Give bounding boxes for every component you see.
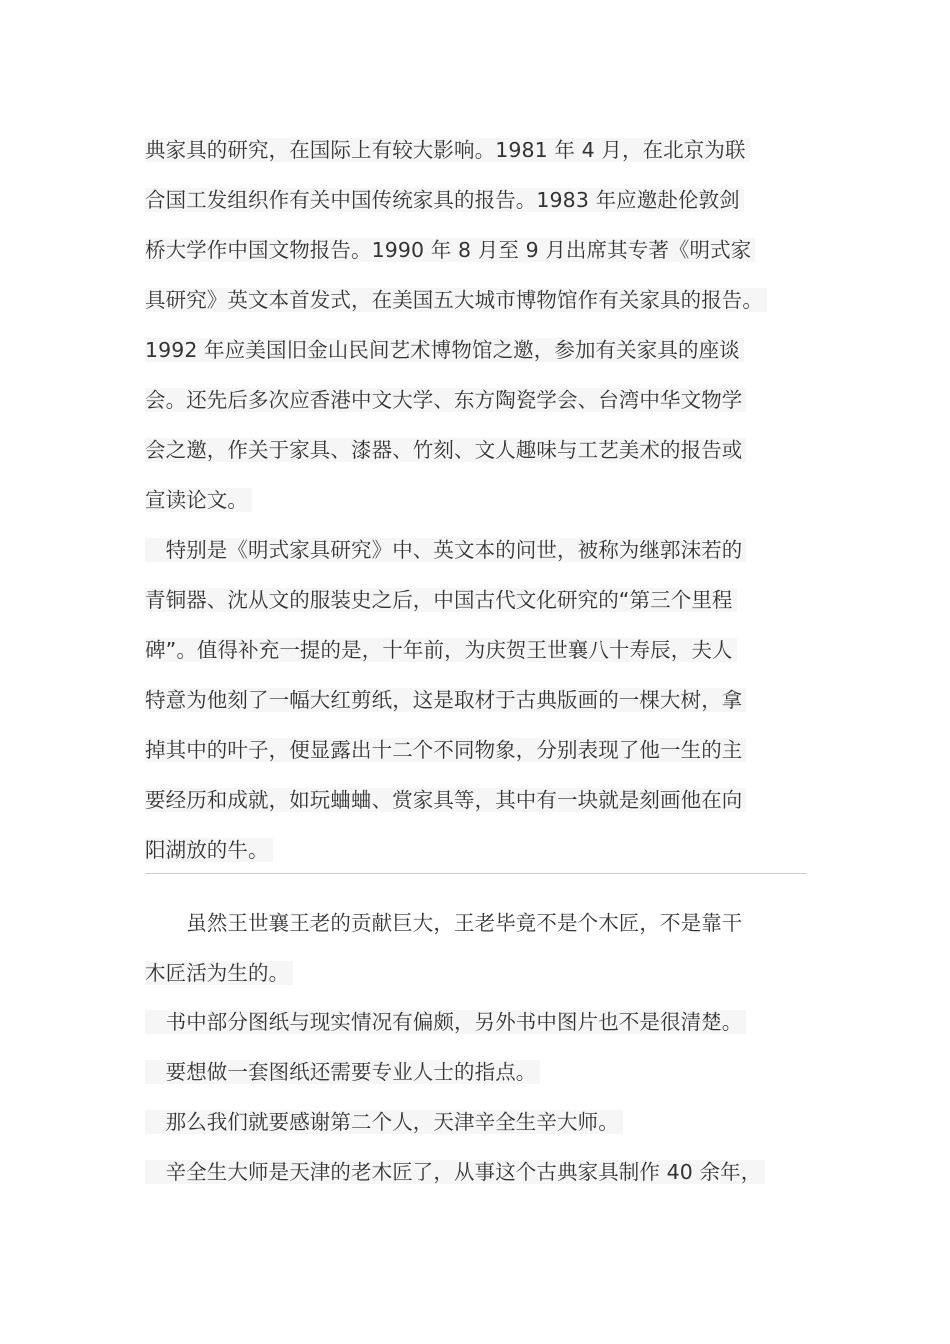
text-line xyxy=(145,1007,746,1037)
line-text: 书中部分图纸与现实情况有偏颇，另外书中图片也不是很清楚。 xyxy=(145,1010,746,1034)
text-line xyxy=(145,435,746,465)
line-text: 会之邀，作关于家具、漆器、竹刻、文人趣味与工艺美术的报告或 xyxy=(145,438,746,462)
text-line xyxy=(145,485,252,515)
text-line xyxy=(145,635,737,665)
text-line xyxy=(145,685,746,715)
text-line xyxy=(145,285,767,315)
text-line xyxy=(145,1107,623,1137)
text-line xyxy=(145,1057,540,1087)
line-text: 特别是《明式家具研究》中、英文本的问世，被称为继郭沫若的 xyxy=(145,538,746,562)
text-line xyxy=(145,385,746,415)
line-text: 青铜器、沈从文的服装史之后，中国古代文化研究的“第三个里程 xyxy=(145,588,737,612)
text-line xyxy=(145,135,750,165)
text-line xyxy=(145,535,746,565)
line-text: 阳湖放的牛。 xyxy=(145,838,273,862)
text-line xyxy=(145,1157,765,1187)
text-line xyxy=(145,585,737,615)
line-text: 掉其中的叶子，便显露出十二个不同物象，分别表现了他一生的主 xyxy=(145,738,746,762)
line-text: 那么我们就要感谢第二个人，天津辛全生辛大师。 xyxy=(145,1110,623,1134)
text-line xyxy=(145,958,293,988)
text-line xyxy=(145,785,746,815)
line-text: 具研究》英文本首发式，在美国五大城市博物馆作有关家具的报告。 xyxy=(145,288,767,312)
line-text: 要想做一套图纸还需要专业人士的指点。 xyxy=(145,1060,540,1084)
line-text: 木匠活为生的。 xyxy=(145,961,293,985)
line-text: 会。还先后多次应香港中文大学、东方陶瓷学会、台湾中华文物学 xyxy=(145,388,746,412)
horizontal-divider xyxy=(145,873,807,874)
text-line xyxy=(145,835,273,865)
line-text: 合国工发组织作有关中国传统家具的报告。1983 年应邀赴伦敦剑 xyxy=(145,188,744,212)
line-text: 要经历和成就，如玩蛐蛐、赏家具等，其中有一块就是刻画他在向 xyxy=(145,788,746,812)
text-line xyxy=(145,235,755,265)
text-line xyxy=(145,908,742,938)
line-text: 宣读论文。 xyxy=(145,488,252,512)
line-text: 碑”。值得补充一提的是，十年前，为庆贺王世襄八十寿辰，夫人 xyxy=(145,638,737,662)
text-line xyxy=(145,335,744,365)
line-text: 辛全生大师是天津的老木匠了，从事这个古典家具制作 40 余年， xyxy=(145,1160,765,1184)
text-line xyxy=(145,735,746,765)
text-line xyxy=(145,185,744,215)
line-text: 桥大学作中国文物报告。1990 年 8 月至 9 月出席其专著《明式家 xyxy=(145,238,755,262)
line-text: 1992 年应美国旧金山民间艺术博物馆之邀，参加有关家具的座谈 xyxy=(145,338,744,362)
line-text: 特意为他刻了一幅大红剪纸，这是取材于古典版画的一棵大树，拿 xyxy=(145,688,746,712)
line-text: 典家具的研究，在国际上有较大影响。1981 年 4 月，在北京为联 xyxy=(145,138,750,162)
line-text: 虽然王世襄王老的贡献巨大，王老毕竟不是个木匠，不是靠干 xyxy=(145,911,743,935)
